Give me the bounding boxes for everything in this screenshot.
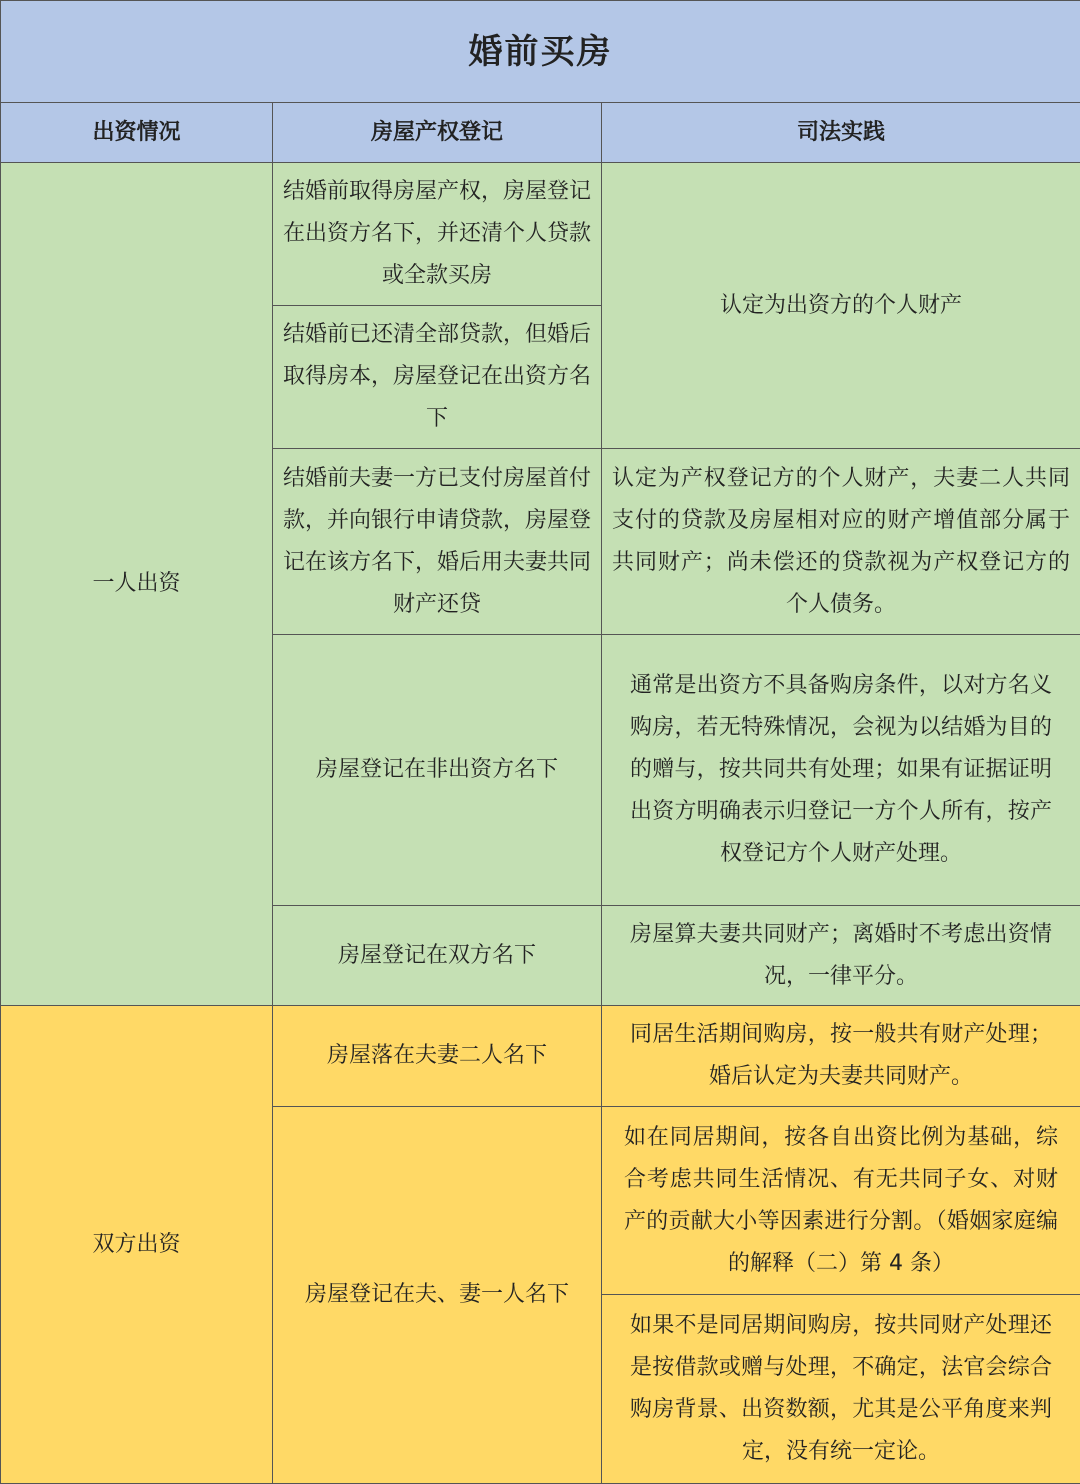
title-row bbox=[1, 1, 1080, 103]
registration-cell: 房屋登记在夫、妻一人名下 bbox=[273, 1107, 602, 1484]
practice-cell: 通常是出资方不具备购房条件，以对方名义购房，若无特殊情况，会视为以结婚为目的的赠与，按共同共有处理；如果有证据证明出资方明确表示归登记一方个人所有，按产权登记方个人财产处理。 bbox=[602, 635, 1080, 906]
practice-cell: 房屋算夫妻共同财产；离婚时不考虑出资情况，一律平分。 bbox=[602, 906, 1080, 1006]
group-label-single: 一人出资 bbox=[1, 163, 273, 1006]
table-row bbox=[1, 163, 1080, 306]
group-label-both: 双方出资 bbox=[1, 1006, 273, 1484]
registration-cell: 房屋登记在非出资方名下 bbox=[273, 635, 602, 906]
practice-cell: 认定为产权登记方的个人财产，夫妻二人共同支付的贷款及房屋相对应的财产增值部分属于共同财产；尚未偿还的贷款视为产权登记方的个人债务。 bbox=[602, 449, 1080, 635]
header-practice: 司法实践 bbox=[602, 103, 1080, 163]
registration-cell: 结婚前夫妻一方已支付房屋首付款，并向银行申请贷款，房屋登记在该方名下，婚后用夫妻共同财产还贷 bbox=[273, 449, 602, 635]
table-row bbox=[1, 1006, 1080, 1107]
registration-cell: 房屋登记在双方名下 bbox=[273, 906, 602, 1006]
header-row bbox=[1, 103, 1080, 163]
practice-cell: 认定为出资方的个人财产 bbox=[602, 163, 1080, 449]
table-title: 婚前买房 bbox=[1, 1, 1080, 103]
registration-cell: 结婚前已还清全部贷款，但婚后取得房本，房屋登记在出资方名下 bbox=[273, 306, 602, 449]
header-funding: 出资情况 bbox=[1, 103, 273, 163]
registration-cell: 房屋落在夫妻二人名下 bbox=[273, 1006, 602, 1107]
practice-cell: 如果不是同居期间购房，按共同财产处理还是按借款或赠与处理，不确定，法官会综合购房背景、出资数额，尤其是公平角度来判定，没有统一定论。 bbox=[602, 1295, 1080, 1484]
practice-cell: 如在同居期间，按各自出资比例为基础，综合考虑共同生活情况、有无共同子女、对财产的贡献大小等因素进行分割。（婚姻家庭编的解释（二）第 4 条） bbox=[602, 1107, 1080, 1295]
practice-cell: 同居生活期间购房，按一般共有财产处理；婚后认定为夫妻共同财产。 bbox=[602, 1006, 1080, 1107]
registration-cell: 结婚前取得房屋产权，房屋登记在出资方名下，并还清个人贷款或全款买房 bbox=[273, 163, 602, 306]
header-registration: 房屋产权登记 bbox=[273, 103, 602, 163]
